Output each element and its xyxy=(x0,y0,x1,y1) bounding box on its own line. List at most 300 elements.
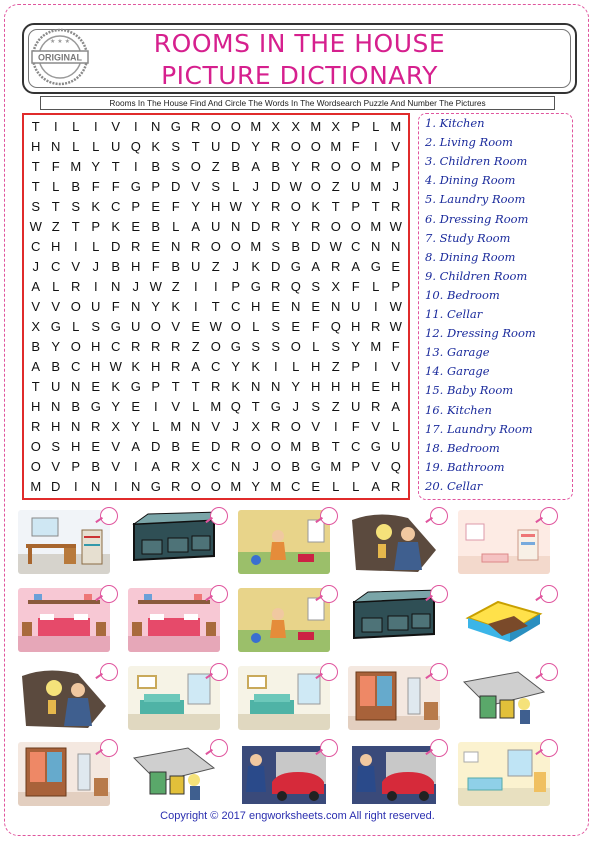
grid-letter[interactable]: W xyxy=(149,279,162,294)
grid-letter[interactable]: Q xyxy=(130,139,141,154)
grid-letter[interactable]: F xyxy=(311,319,320,334)
grid-letter[interactable]: O xyxy=(310,139,321,154)
grid-letter[interactable]: X xyxy=(291,119,301,134)
grid-letter[interactable]: K xyxy=(251,259,261,274)
grid-letter[interactable]: O xyxy=(210,119,221,134)
grid-letter[interactable]: N xyxy=(371,239,381,254)
grid-letter[interactable]: V xyxy=(371,459,381,474)
grid-letter[interactable]: L xyxy=(352,479,360,494)
grid-letter[interactable]: L xyxy=(92,239,100,254)
grid-letter[interactable]: Z xyxy=(51,219,60,234)
grid-letter[interactable]: D xyxy=(271,179,281,194)
grid-letter[interactable]: S xyxy=(51,439,61,454)
grid-letter[interactable]: M xyxy=(310,119,322,134)
grid-letter[interactable]: I xyxy=(113,479,118,494)
grid-letter[interactable]: V xyxy=(171,399,181,414)
grid-letter[interactable]: G xyxy=(110,319,121,334)
grid-letter[interactable]: J xyxy=(292,399,299,414)
grid-letter[interactable]: Z xyxy=(331,399,340,414)
number-bubble[interactable] xyxy=(320,585,338,603)
grid-letter[interactable]: A xyxy=(251,159,261,174)
grid-letter[interactable]: L xyxy=(72,119,80,134)
grid-letter[interactable]: U xyxy=(91,299,101,314)
grid-letter[interactable]: C xyxy=(351,239,361,254)
grid-letter[interactable]: U xyxy=(51,379,61,394)
grid-letter[interactable]: H xyxy=(391,379,401,394)
number-bubble[interactable] xyxy=(430,507,448,525)
grid-letter[interactable]: F xyxy=(51,159,60,174)
grid-letter[interactable]: V xyxy=(51,459,61,474)
grid-letter[interactable]: O xyxy=(210,239,221,254)
grid-letter[interactable]: O xyxy=(150,319,161,334)
grid-letter[interactable]: V xyxy=(51,299,61,314)
grid-letter[interactable]: H xyxy=(31,139,41,154)
grid-letter[interactable]: F xyxy=(91,179,100,194)
grid-letter[interactable]: L xyxy=(252,319,260,334)
grid-letter[interactable]: X xyxy=(111,419,121,434)
grid-letter[interactable]: B xyxy=(291,459,301,474)
grid-letter[interactable]: R xyxy=(131,239,141,254)
grid-letter[interactable]: H xyxy=(31,399,41,414)
grid-letter[interactable]: X xyxy=(191,459,201,474)
grid-letter[interactable]: V xyxy=(391,139,401,154)
grid-letter[interactable]: L xyxy=(232,179,240,194)
grid-letter[interactable]: N xyxy=(71,379,81,394)
grid-letter[interactable]: O xyxy=(190,159,201,174)
grid-letter[interactable]: H xyxy=(251,299,261,314)
number-bubble[interactable] xyxy=(100,663,118,681)
grid-letter[interactable]: U xyxy=(111,139,121,154)
grid-letter[interactable]: S xyxy=(311,279,321,294)
grid-letter[interactable]: B xyxy=(151,159,161,174)
grid-letter[interactable]: R xyxy=(71,279,81,294)
grid-letter[interactable]: R xyxy=(391,479,401,494)
grid-letter[interactable]: R xyxy=(311,159,321,174)
grid-letter[interactable]: M xyxy=(210,399,222,414)
grid-letter[interactable]: R xyxy=(391,199,401,214)
grid-letter[interactable]: I xyxy=(73,239,78,254)
grid-letter[interactable]: H xyxy=(331,379,341,394)
grid-letter[interactable]: R xyxy=(211,379,221,394)
grid-letter[interactable]: B xyxy=(171,259,181,274)
grid-letter[interactable]: F xyxy=(391,339,400,354)
grid-letter[interactable]: I xyxy=(153,399,158,414)
grid-letter[interactable]: G xyxy=(50,319,61,334)
grid-letter[interactable]: T xyxy=(51,199,60,214)
grid-letter[interactable]: L xyxy=(72,139,80,154)
grid-letter[interactable]: O xyxy=(290,339,301,354)
grid-letter[interactable]: M xyxy=(330,139,342,154)
number-bubble[interactable] xyxy=(540,585,558,603)
grid-letter[interactable]: S xyxy=(171,159,181,174)
grid-letter[interactable]: W xyxy=(29,219,42,234)
grid-letter[interactable]: V xyxy=(111,439,121,454)
grid-letter[interactable]: V xyxy=(191,179,201,194)
grid-letter[interactable]: S xyxy=(31,199,41,214)
grid-letter[interactable]: B xyxy=(71,399,81,414)
grid-letter[interactable]: L xyxy=(292,359,300,374)
grid-letter[interactable]: V xyxy=(31,299,41,314)
grid-letter[interactable]: N xyxy=(291,299,301,314)
grid-letter[interactable]: T xyxy=(211,299,220,314)
grid-letter[interactable]: Z xyxy=(191,339,200,354)
grid-letter[interactable]: A xyxy=(391,399,401,414)
grid-letter[interactable]: E xyxy=(91,379,101,394)
grid-letter[interactable]: Z xyxy=(331,359,340,374)
grid-letter[interactable]: O xyxy=(230,319,241,334)
grid-letter[interactable]: E xyxy=(191,319,201,334)
grid-letter[interactable]: Y xyxy=(251,199,261,214)
grid-letter[interactable]: S xyxy=(71,199,81,214)
grid-letter[interactable]: P xyxy=(351,119,361,134)
grid-letter[interactable]: B xyxy=(51,359,61,374)
grid-letter[interactable]: D xyxy=(151,439,161,454)
grid-letter[interactable]: D xyxy=(311,239,321,254)
grid-letter[interactable]: M xyxy=(250,239,262,254)
grid-letter[interactable]: U xyxy=(211,139,221,154)
grid-letter[interactable]: I xyxy=(133,159,138,174)
grid-letter[interactable]: B xyxy=(291,239,301,254)
grid-letter[interactable]: M xyxy=(30,479,42,494)
grid-letter[interactable]: O xyxy=(210,479,221,494)
grid-letter[interactable]: L xyxy=(92,139,100,154)
grid-letter[interactable]: N xyxy=(191,419,201,434)
grid-letter[interactable]: A xyxy=(191,359,201,374)
grid-letter[interactable]: R xyxy=(231,439,241,454)
grid-letter[interactable]: Y xyxy=(291,159,301,174)
grid-letter[interactable]: A xyxy=(31,359,41,374)
grid-letter[interactable]: O xyxy=(310,179,321,194)
grid-letter[interactable]: A xyxy=(151,459,161,474)
grid-letter[interactable]: U xyxy=(211,219,221,234)
grid-letter[interactable]: X xyxy=(331,279,341,294)
grid-letter[interactable]: J xyxy=(252,459,259,474)
grid-letter[interactable]: M xyxy=(290,439,302,454)
grid-letter[interactable]: I xyxy=(273,359,278,374)
grid-letter[interactable]: O xyxy=(290,139,301,154)
grid-letter[interactable]: G xyxy=(370,439,381,454)
grid-letter[interactable]: G xyxy=(270,399,281,414)
grid-letter[interactable]: I xyxy=(53,119,58,134)
grid-letter[interactable]: K xyxy=(111,379,121,394)
grid-letter[interactable]: J xyxy=(132,279,139,294)
grid-letter[interactable]: K xyxy=(151,139,161,154)
grid-letter[interactable]: W xyxy=(389,319,402,334)
grid-letter[interactable]: C xyxy=(231,299,241,314)
number-bubble[interactable] xyxy=(210,585,228,603)
grid-letter[interactable]: O xyxy=(330,159,341,174)
grid-letter[interactable]: N xyxy=(131,479,141,494)
grid-letter[interactable]: A xyxy=(191,219,201,234)
grid-letter[interactable]: G xyxy=(290,259,301,274)
grid-letter[interactable]: N xyxy=(131,299,141,314)
grid-letter[interactable]: H xyxy=(351,379,361,394)
grid-letter[interactable]: O xyxy=(190,479,201,494)
grid-letter[interactable]: T xyxy=(31,179,40,194)
grid-letter[interactable]: R xyxy=(171,459,181,474)
grid-letter[interactable]: R xyxy=(171,359,181,374)
grid-letter[interactable]: R xyxy=(271,199,281,214)
grid-letter[interactable]: E xyxy=(311,299,321,314)
grid-letter[interactable]: I xyxy=(333,419,338,434)
grid-letter[interactable]: N xyxy=(251,379,261,394)
grid-letter[interactable]: A xyxy=(311,259,321,274)
grid-letter[interactable]: I xyxy=(193,299,198,314)
grid-letter[interactable]: E xyxy=(271,299,281,314)
grid-letter[interactable]: S xyxy=(331,339,341,354)
grid-letter[interactable]: R xyxy=(171,339,181,354)
grid-letter[interactable]: O xyxy=(350,159,361,174)
grid-letter[interactable]: N xyxy=(51,399,61,414)
grid-letter[interactable]: G xyxy=(250,279,261,294)
grid-letter[interactable]: P xyxy=(351,199,361,214)
grid-letter[interactable]: T xyxy=(31,159,40,174)
grid-letter[interactable]: S xyxy=(271,339,281,354)
grid-letter[interactable]: N xyxy=(231,459,241,474)
grid-letter[interactable]: I xyxy=(373,139,378,154)
grid-letter[interactable]: D xyxy=(111,239,121,254)
grid-letter[interactable]: R xyxy=(31,419,41,434)
grid-letter[interactable]: R xyxy=(131,339,141,354)
grid-letter[interactable]: D xyxy=(51,479,61,494)
grid-letter[interactable]: W xyxy=(229,199,242,214)
grid-letter[interactable]: E xyxy=(151,239,161,254)
number-bubble[interactable] xyxy=(100,507,118,525)
grid-letter[interactable]: B xyxy=(111,259,121,274)
grid-letter[interactable]: R xyxy=(151,339,161,354)
grid-letter[interactable]: O xyxy=(330,219,341,234)
grid-letter[interactable]: Y xyxy=(91,159,101,174)
grid-letter[interactable]: H xyxy=(351,319,361,334)
grid-letter[interactable]: C xyxy=(291,479,301,494)
number-bubble[interactable] xyxy=(320,663,338,681)
grid-letter[interactable]: T xyxy=(371,199,380,214)
grid-letter[interactable]: N xyxy=(231,219,241,234)
grid-letter[interactable]: R xyxy=(171,479,181,494)
grid-letter[interactable]: F xyxy=(171,199,180,214)
number-bubble[interactable] xyxy=(430,663,448,681)
grid-letter[interactable]: N xyxy=(331,299,341,314)
grid-letter[interactable]: P xyxy=(231,279,241,294)
grid-letter[interactable]: R xyxy=(91,419,101,434)
grid-letter[interactable]: T xyxy=(331,439,340,454)
grid-letter[interactable]: H xyxy=(311,379,321,394)
grid-letter[interactable]: F xyxy=(351,419,360,434)
grid-letter[interactable]: W xyxy=(209,319,222,334)
grid-letter[interactable]: M xyxy=(230,479,242,494)
grid-letter[interactable]: R xyxy=(191,239,201,254)
grid-letter[interactable]: W xyxy=(389,219,402,234)
grid-letter[interactable]: N xyxy=(271,379,281,394)
grid-letter[interactable]: L xyxy=(192,399,200,414)
number-bubble[interactable] xyxy=(430,739,448,757)
number-bubble[interactable] xyxy=(430,585,448,603)
grid-letter[interactable]: O xyxy=(70,339,81,354)
grid-letter[interactable]: S xyxy=(271,319,281,334)
grid-letter[interactable]: B xyxy=(71,179,81,194)
grid-letter[interactable]: Z xyxy=(171,279,180,294)
grid-letter[interactable]: L xyxy=(332,479,340,494)
grid-letter[interactable]: K xyxy=(311,199,321,214)
grid-letter[interactable]: H xyxy=(51,239,61,254)
grid-letter[interactable]: A xyxy=(131,439,141,454)
number-bubble[interactable] xyxy=(100,585,118,603)
grid-letter[interactable]: U xyxy=(351,399,361,414)
number-bubble[interactable] xyxy=(210,739,228,757)
grid-letter[interactable]: R xyxy=(371,399,381,414)
grid-letter[interactable]: G xyxy=(150,479,161,494)
grid-letter[interactable]: E xyxy=(391,259,401,274)
grid-letter[interactable]: I xyxy=(73,479,78,494)
grid-letter[interactable]: W xyxy=(109,359,122,374)
grid-letter[interactable]: F xyxy=(151,259,160,274)
grid-letter[interactable]: P xyxy=(131,199,141,214)
grid-letter[interactable]: O xyxy=(270,459,281,474)
grid-letter[interactable]: B xyxy=(271,159,281,174)
grid-letter[interactable]: Z xyxy=(211,159,220,174)
grid-letter[interactable]: I xyxy=(373,299,378,314)
grid-letter[interactable]: M xyxy=(170,419,182,434)
grid-letter[interactable]: O xyxy=(210,339,221,354)
number-bubble[interactable] xyxy=(210,663,228,681)
grid-letter[interactable]: L xyxy=(172,219,180,234)
grid-letter[interactable]: M xyxy=(270,479,282,494)
grid-letter[interactable]: C xyxy=(71,359,81,374)
grid-letter[interactable]: R xyxy=(271,279,281,294)
grid-letter[interactable]: J xyxy=(232,259,239,274)
grid-letter[interactable]: L xyxy=(372,119,380,134)
grid-letter[interactable]: S xyxy=(171,139,181,154)
grid-letter[interactable]: Q xyxy=(290,279,301,294)
grid-letter[interactable]: Y xyxy=(151,299,161,314)
grid-letter[interactable]: V xyxy=(311,419,321,434)
grid-letter[interactable]: C xyxy=(211,459,221,474)
grid-letter[interactable]: N xyxy=(111,279,121,294)
grid-letter[interactable]: I xyxy=(93,119,98,134)
grid-letter[interactable]: V xyxy=(211,419,221,434)
grid-letter[interactable]: H xyxy=(51,419,61,434)
grid-letter[interactable]: T xyxy=(331,199,340,214)
grid-letter[interactable]: H xyxy=(71,439,81,454)
grid-letter[interactable]: M xyxy=(370,179,382,194)
grid-letter[interactable]: C xyxy=(351,439,361,454)
grid-letter[interactable]: B xyxy=(151,219,161,234)
grid-letter[interactable]: W xyxy=(329,239,342,254)
grid-letter[interactable]: Y xyxy=(51,339,61,354)
grid-letter[interactable]: H xyxy=(311,359,321,374)
grid-letter[interactable]: I xyxy=(133,459,138,474)
grid-letter[interactable]: R xyxy=(331,259,341,274)
grid-letter[interactable]: O xyxy=(70,299,81,314)
grid-letter[interactable]: V xyxy=(71,259,81,274)
grid-letter[interactable]: R xyxy=(371,319,381,334)
grid-letter[interactable]: N xyxy=(151,119,161,134)
grid-letter[interactable]: C xyxy=(51,259,61,274)
grid-letter[interactable]: J xyxy=(232,419,239,434)
grid-letter[interactable]: V xyxy=(111,459,121,474)
grid-letter[interactable]: S xyxy=(211,179,221,194)
grid-letter[interactable]: I xyxy=(213,279,218,294)
grid-letter[interactable]: U xyxy=(131,319,141,334)
grid-letter[interactable]: L xyxy=(312,339,320,354)
grid-letter[interactable]: T xyxy=(191,139,200,154)
grid-letter[interactable]: Y xyxy=(191,199,201,214)
grid-letter[interactable]: T xyxy=(171,379,180,394)
grid-letter[interactable]: X xyxy=(271,119,281,134)
number-bubble[interactable] xyxy=(540,663,558,681)
grid-letter[interactable]: R xyxy=(311,219,321,234)
grid-letter[interactable]: G xyxy=(230,339,241,354)
grid-letter[interactable]: E xyxy=(91,439,101,454)
grid-letter[interactable]: R xyxy=(271,219,281,234)
grid-letter[interactable]: B xyxy=(231,159,241,174)
grid-letter[interactable]: T xyxy=(71,219,80,234)
number-bubble[interactable] xyxy=(320,739,338,757)
grid-letter[interactable]: C xyxy=(111,199,121,214)
grid-letter[interactable]: E xyxy=(131,219,141,234)
grid-letter[interactable]: X xyxy=(31,319,41,334)
grid-letter[interactable]: Y xyxy=(251,479,261,494)
grid-letter[interactable]: E xyxy=(151,199,161,214)
grid-letter[interactable]: T xyxy=(111,159,120,174)
grid-letter[interactable]: F xyxy=(351,139,360,154)
grid-letter[interactable]: R xyxy=(271,139,281,154)
grid-letter[interactable]: V xyxy=(371,419,381,434)
grid-letter[interactable]: Q xyxy=(390,459,401,474)
grid-letter[interactable]: O xyxy=(290,199,301,214)
grid-letter[interactable]: Y xyxy=(291,379,301,394)
grid-letter[interactable]: D xyxy=(231,139,241,154)
grid-letter[interactable]: O xyxy=(30,459,41,474)
grid-letter[interactable]: Y xyxy=(291,219,301,234)
grid-letter[interactable]: H xyxy=(91,359,101,374)
grid-letter[interactable]: N xyxy=(391,239,401,254)
grid-letter[interactable]: B xyxy=(91,459,101,474)
grid-letter[interactable]: W xyxy=(389,299,402,314)
grid-letter[interactable]: D xyxy=(271,259,281,274)
grid-letter[interactable]: P xyxy=(391,279,401,294)
grid-letter[interactable]: M xyxy=(390,119,402,134)
number-bubble[interactable] xyxy=(210,507,228,525)
grid-letter[interactable]: W xyxy=(289,179,302,194)
grid-letter[interactable]: R xyxy=(271,419,281,434)
grid-letter[interactable]: K xyxy=(91,199,101,214)
grid-letter[interactable]: P xyxy=(151,379,161,394)
grid-letter[interactable]: I xyxy=(373,359,378,374)
grid-letter[interactable]: J xyxy=(392,179,399,194)
grid-letter[interactable]: E xyxy=(311,479,321,494)
grid-letter[interactable]: G xyxy=(130,379,141,394)
grid-letter[interactable]: P xyxy=(351,359,361,374)
grid-letter[interactable]: D xyxy=(211,439,221,454)
grid-letter[interactable]: M xyxy=(70,159,82,174)
grid-letter[interactable]: C xyxy=(31,239,41,254)
grid-letter[interactable]: L xyxy=(372,279,380,294)
grid-letter[interactable]: X xyxy=(331,119,341,134)
grid-letter[interactable]: M xyxy=(370,159,382,174)
grid-letter[interactable]: O xyxy=(290,419,301,434)
grid-letter[interactable]: M xyxy=(370,219,382,234)
grid-letter[interactable]: F xyxy=(351,279,360,294)
grid-letter[interactable]: T xyxy=(31,119,40,134)
grid-letter[interactable]: B xyxy=(171,439,181,454)
grid-letter[interactable]: A xyxy=(371,479,381,494)
grid-letter[interactable]: N xyxy=(91,479,101,494)
grid-letter[interactable]: J xyxy=(32,259,39,274)
grid-letter[interactable]: P xyxy=(91,219,101,234)
grid-letter[interactable]: V xyxy=(391,359,401,374)
grid-letter[interactable]: G xyxy=(370,259,381,274)
